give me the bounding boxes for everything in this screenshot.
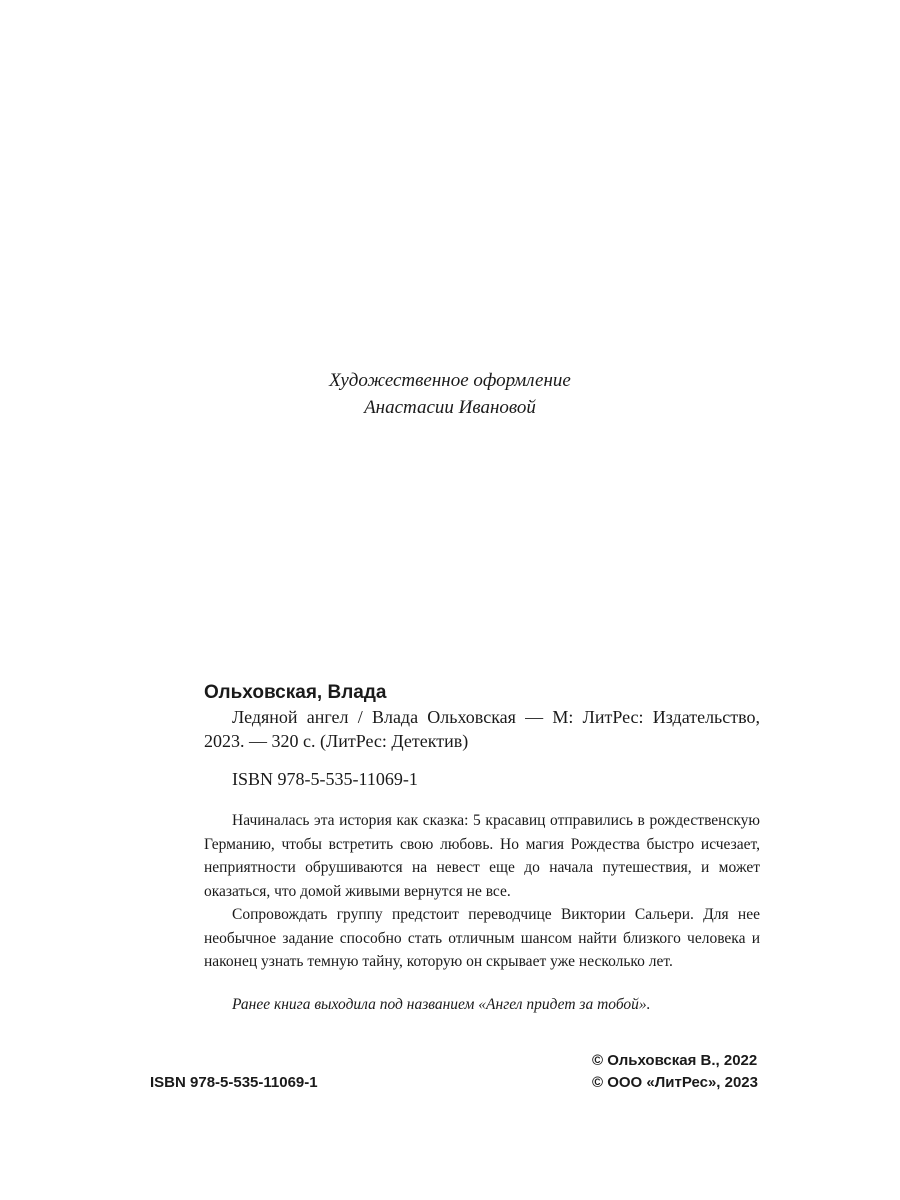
- previous-title-note: Ранее книга выходила под названием «Ангел придет за тобой».: [232, 995, 651, 1013]
- footer-isbn: ISBN 978-5-535-11069-1: [150, 1074, 318, 1091]
- design-credit-line-1: Художественное оформление: [329, 370, 571, 391]
- catalog-author: Ольховская, Влада: [204, 682, 387, 703]
- copyright-block: [592, 1050, 758, 1094]
- annotation: [204, 809, 760, 974]
- copyright-author: © Ольховская В., 2022: [592, 1052, 758, 1069]
- copyright-publisher: © ООО «ЛитРес», 2023: [592, 1074, 758, 1091]
- design-credit: [0, 367, 900, 421]
- annotation-paragraph-1: Начиналась эта история как сказка: 5 красавиц отправились в рождественскую Германию, чтобы встретить свою любовь. Но магия Рождества быстро исчезает, неприятности обрушиваются на невест еще до начала путешествия, и может оказаться, что домой живыми вернутся не все.: [204, 812, 760, 900]
- catalog-title-record: Ледяной ангел / Влада Ольховская — М: ЛитРес: Издательство, 2023. — 320 с. (ЛитРес: Детектив): [204, 707, 760, 751]
- catalog-record: [204, 681, 760, 1016]
- design-credit-line-2: Анастасии Ивановой: [364, 397, 536, 418]
- annotation-paragraph-2: Сопровождать группу предстоит переводчице Виктории Сальери. Для нее необычное задание способно стать отличным шансом найти близкого человека и наконец узнать темную тайну, которую он скрывает уже несколько лет.: [204, 906, 760, 970]
- catalog-isbn: ISBN 978-5-535-11069-1: [232, 769, 418, 789]
